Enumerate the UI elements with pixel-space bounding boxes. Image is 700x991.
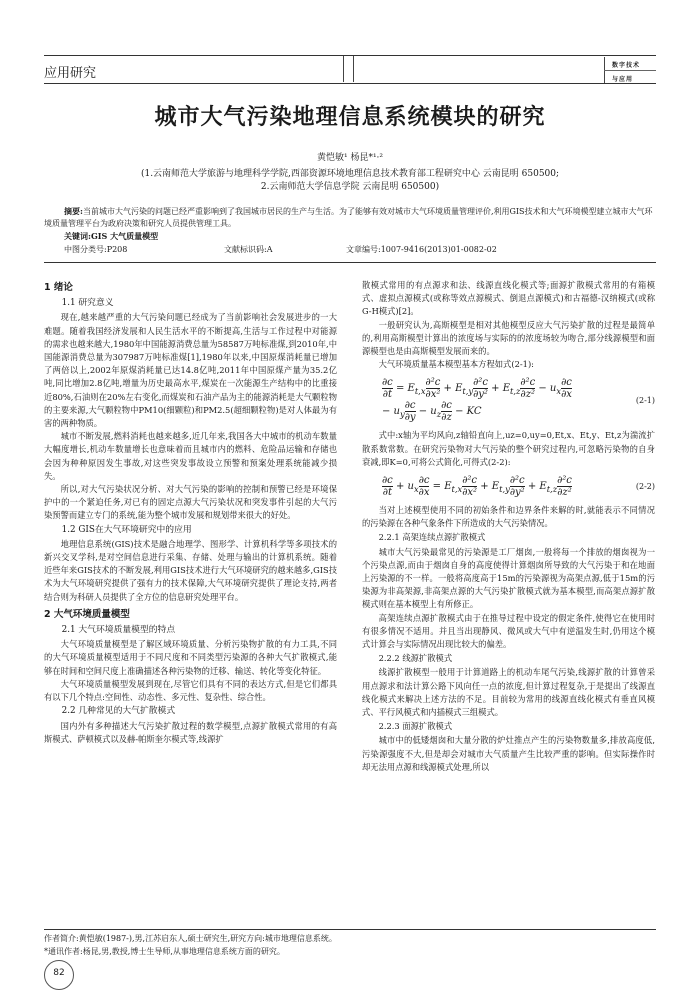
header-top-rule	[44, 55, 656, 56]
header-bottom-rule	[44, 83, 656, 84]
equation-number: (2-2)	[635, 481, 655, 491]
logo-text-top: 数字技术	[612, 62, 641, 69]
paragraph: 当对上述模型使用不同的初始条件和边界条件来解的时,就能表示不同情况的污染源在各种气象条件下所造成的大气污染情况。	[362, 505, 655, 529]
logo-line	[604, 70, 656, 71]
footnote-divider	[44, 929, 656, 930]
paragraph: 线源扩散模型一般用于计算道路上的机动车尾气污染,线源扩散的计算曾采用点源求和法计算公路下风向任一点的浓度,但计算过程复杂,于是提出了线源直线化模式来解决上述方法的不足。目前较为常用的线源直线化模式有垂直风模式、平行风模式和内插模式三组模式。	[362, 667, 655, 718]
section-2-2-heading: 2.2 几种常见的大气扩散模式	[61, 706, 176, 717]
paragraph: 城市大气污染最常见的污染源是工厂烟囱,一般将每一个排放的烟囱视为一个污染点源,而由于烟囱自身的高度使得计算烟囱所导致的大气污染于和在地面上污染源的不一样。一般将高度高于15m的污染源视为高架点源,低于15m的污染源为非高架源,非高架点源的大气污染扩散模式就为基本模型,而高架点源扩散模式则在基本模型上有所修正。	[362, 546, 655, 610]
header-divider-tick	[343, 56, 344, 82]
section-2-1-heading: 2.1 大气环境质量模型的特点	[61, 625, 176, 636]
paragraph: 城市中的低矮烟囱和大量分散的炉灶推点产生的污染物数量多,排放高度低,污染源强度不大,但是却会对城市大气质量产生比较严重的影响。但实际操作时却无法用点源和线源模式处理,所以	[362, 735, 655, 772]
paragraph: 大气环境质量基本模型基本方程如式(2-1):	[378, 359, 534, 370]
paragraph: 大气环境质量模型是了解区域环境质量、分析污染物扩散的有力工具,不同的大气环境质量模型适用于不同尺度和不同类型污染源的各种大气扩散模式,能够在时间和空间尺度上准确描述各种污染物的迁移、输送、转化等变化特征。	[44, 639, 337, 676]
section-2-2-1-heading: 2.2.1 高架连续点源扩散模式	[378, 532, 486, 543]
equation-body: $\frac{\partial c}{\partial t}$ + $u_x$ $\frac{\partial c}{\partial x}$ = $E_{t,x}$ $\frac{\text{∂²c}}{\text{∂x²}}$ + $E_{t,y}$ $\frac{\text{∂²c}}{\text{∂y²}}$ + $E_{t,z}$ $\frac{\text{∂²c}}{\text{∂z²}}$	[382, 475, 572, 499]
footnote-author-bio: 作者简介:黄恺敏(1987-),男,江苏启东人,硕士研究生,研究方向:城市地理信息系统。	[44, 934, 337, 943]
paragraph: 地理信息系统(GIS)技术是融合地理学、图形学、计算机科学等多项技术的新兴交叉学科,是对空间信息进行采集、存储、处理与输出的计算机系统。随着近些年来GIS技术的不断发展,利用GIS技术进行大气环境研究的越来越多,GIS技术为大气环境研究提供了强有力的技术保障,大气环境研究提供了理论支持,两者结合则为科研人员提供了全方位的信息研究处理平台。	[44, 538, 337, 602]
abstract-divider	[44, 262, 656, 263]
paper-title: 城市大气污染地理信息系统模块的研究	[154, 104, 546, 130]
article-number: 文章编号:1007-9416(2013)01-0082-02	[346, 245, 497, 254]
paragraph: 高架连续点源扩散模式由于在推导过程中设定的假定条件,使得它在使用时有很多情况不适用。并且当出现静风、微风或大气中有逆温发生时,仍用这个模式计算会与实际情况出现比较大的偏差。	[362, 612, 655, 650]
paragraph: 所以,对大气污染状况分析、对大气污染的影响的控制和预警已经是环境保护中的一个紧迫任务,对已有的固定点源大气污染状况和突发事件引起的大气污染预警而建立专门的系统,能为整个城市发展和规划带来很大的好处。	[44, 484, 337, 521]
logo-text-bottom: 与应用	[612, 76, 634, 83]
section-label: 应用研究	[44, 66, 97, 81]
abstract	[44, 205, 656, 230]
clc-number: 中图分类号:P208	[64, 245, 128, 254]
equation-2-1	[362, 377, 655, 423]
section-1-heading: 1 绪论	[44, 282, 73, 293]
section-2-2-3-heading: 2.2.3 面源扩散模式	[378, 721, 453, 732]
affiliation-2: 2.云南师范大学信息学院 云南昆明 650500)	[260, 182, 440, 192]
paragraph: 现在,越来越严重的大气污染问题已经成为了当前影响社会发展进步的一大难题。随着我国经济发展和人民生活水平的不断提高,生活与工作过程中对能源的需求也越来越大,1980年中国能源消费总量为58587万吨标准煤,到2010年,中国能源消费总量为307987万吨标准煤[1],1980年以来,中国原煤消耗量已增加了两倍以上,2002年原煤消耗量已达14.8亿吨,2011年中国原煤产量为35.2亿吨,同比增加2.8亿吨,增量为历史最高水平,煤炭在一次能源生产结构中的比重接近80%,石油则在20%左右变化,而煤炭和石油产品为主的能源消耗是大气颗粒物的主要来源,大气颗粒物中PM10(细颗粒)和PM2.5(超细颗粒物)是对人体最为有害的两种物质。	[44, 312, 337, 429]
paragraph: 一般研究认为,高斯模型是相对其他模型反应大气污染扩散的过程是最简单的,利用高斯模型计算出的浓度场与实际的的浓度场较为吻合,部分线源模型和面源模型也是由高斯模型发展而来的。	[362, 319, 655, 357]
paragraph: 式中:x轴为平均风向,z轴铅直向上,uz=0,uy=0,Et,x、Et,y、Et,z为湍流扩散系数常数。在研究污染物对大气污染的整个研究过程内,可忽略污染物的自身衰减,即K=0,可将公式简化,可得式(2-2):	[362, 430, 655, 467]
left-column	[44, 279, 337, 746]
authors: 黄恺敏¹ 杨昆*¹·²	[316, 153, 384, 163]
affiliation-1: (1.云南师范大学旅游与地理科学学院,西部资源环境地理信息技术教育部工程研究中心 云南昆明 650500;	[140, 169, 560, 179]
section-2-heading: 2 大气环境质量模型	[44, 608, 130, 620]
section-1-1-heading: 1.1 研究意义	[61, 298, 114, 309]
abstract-label: 摘要:	[64, 206, 83, 216]
paragraph: 大气环境质量模型发展到现在,尽管它们具有不同的表达方式,但是它们都具有以下几个特点:空间性、动态性、多元性、复杂性、综合性。	[44, 678, 337, 703]
equation-number: (2-1)	[635, 395, 655, 405]
paragraph: 散模式常用的有点源求和法、线源直线化模式等;面源扩散模式常用的有箱模式、虚拟点源模式(或称等效点源模式、倒退点源模式)和古福德-汉纳模式(或称G-H模式)[2]。	[362, 280, 655, 317]
keywords: 关键词:GIS 大气质量模型	[64, 231, 159, 241]
section-1-2-heading: 1.2 GIS在大气环境研究中的应用	[61, 524, 192, 535]
footnote-corresponding-author: *通讯作者:杨昆,男,教授,博士生导师,从事地理信息系统方面的研究。	[44, 947, 285, 956]
header-divider-tick	[353, 56, 354, 82]
equation-2-2	[362, 475, 655, 498]
section-2-2-2-heading: 2.2.2 线源扩散模式	[378, 653, 453, 664]
equation-body: $\frac{\partial c}{\partial t}$ = $E_{t,x}$ $\frac{\text{∂²c}}{\text{∂x²}}$ + $E_{t,y}$ $\frac{\text{∂²c}}{\text{∂y²}}$ + $E_{t,z}$ $\frac{\text{∂²c}}{\text{∂z²}}$ − $u_x$ $\frac{\partial c}{\partial x}$ − $u_y$ $\frac{\partial c}{\partial y}$ − $u_z$ $\frac{\partial c}{\partial z}$ − KC	[382, 377, 572, 424]
right-column	[362, 279, 655, 774]
paragraph: 城市不断发展,燃料消耗也越来越多,近几年来,我国各大中城市的机动车数量大幅度增长,机动车数量增长也意味着而且城市内的燃料、危险品运输和存储也会因为种种原因发生事故,对这些突发事故设立预警和预案处理系统能减少损失。	[44, 431, 337, 481]
document-code: 文献标识码:A	[224, 245, 273, 254]
page-number: 82	[53, 968, 65, 978]
abstract-text: 当前城市大气污染的问题已经严重影响到了我国城市居民的生产与生活。为了能够有效对城市大气环境质量管理评价,利用GIS技术和大气环境模型建立城市大气环境质量管理平台为政府决策和研究人员提供管理工具。	[44, 207, 653, 228]
paragraph: 国内外有多种描述大气污染扩散过程的数学模型,点源扩散模式常用的有高斯模式、萨顿模式以及赫-帕斯奎尔模式等,线源扩	[44, 720, 337, 744]
